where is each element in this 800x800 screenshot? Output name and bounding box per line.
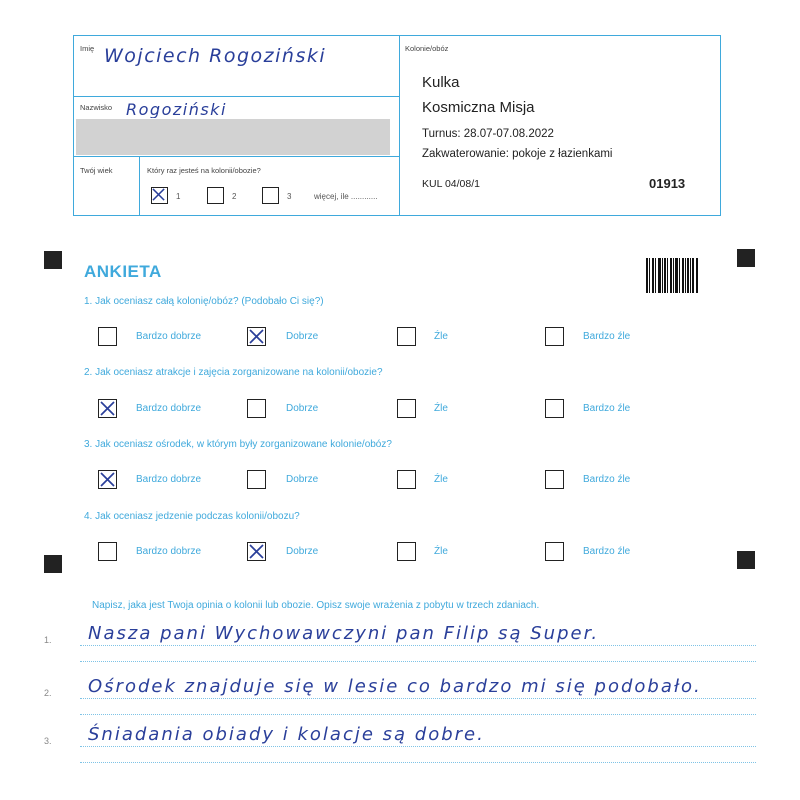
barcode [646, 258, 698, 293]
rating-checkbox[interactable] [397, 327, 416, 346]
rating-option-label: Bardzo dobrze [136, 331, 202, 342]
form-number: 01913 [649, 176, 686, 191]
last-name-field[interactable]: Rogoziński [126, 100, 227, 118]
opinion-answer[interactable]: Śniadania obiady i kolacje są dobre. [88, 724, 485, 745]
turnus: Turnus: 28.07-07.08.2022 [422, 128, 554, 140]
writing-guide-line [80, 698, 756, 699]
rating-option-label: Dobrze [286, 546, 319, 557]
registration-marker [44, 251, 62, 269]
check-x-icon [152, 188, 166, 202]
rating-option-label: Źle [434, 403, 448, 414]
rating-option-label: Dobrze [286, 403, 319, 414]
rating-option-label: Bardzo dobrze [136, 474, 202, 485]
question-text: 2. Jak oceniasz atrakcje i zajęcia zorganizowane na kolonii/obozie? [84, 367, 383, 378]
rating-option-label: Źle [434, 546, 448, 557]
camp-name: Kulka [422, 74, 460, 91]
registration-marker [44, 555, 62, 573]
registration-marker [737, 551, 755, 569]
times-option-2: 2 [232, 192, 237, 201]
rating-checkbox[interactable] [247, 542, 266, 561]
times-checkbox-3[interactable] [262, 187, 279, 204]
rating-option-label: Bardzo źle [583, 403, 631, 414]
check-x-icon [100, 472, 115, 487]
writing-guide-line [80, 661, 756, 662]
opinion-prompt: Napisz, jaka jest Twoja opinia o kolonii lub obozie. Opisz swoje wrażenia z pobytu w trzech zdaniach. [92, 600, 540, 611]
rating-checkbox[interactable] [247, 399, 266, 418]
check-x-icon [249, 329, 264, 344]
rating-checkbox[interactable] [397, 399, 416, 418]
times-more: więcej, ile ............ [314, 192, 378, 201]
writing-guide-line [80, 746, 756, 747]
check-x-icon [100, 401, 115, 416]
camp-label: Kolonie/obóz [405, 44, 449, 53]
times-option-3: 3 [287, 192, 292, 201]
rating-checkbox[interactable] [98, 470, 117, 489]
times-option-1: 1 [176, 192, 181, 201]
rating-checkbox[interactable] [397, 470, 416, 489]
camp-code: KUL 04/08/1 [422, 178, 480, 190]
registration-form [73, 35, 721, 216]
redacted-block [76, 119, 390, 155]
rating-option-label: Dobrze [286, 474, 319, 485]
rating-checkbox[interactable] [247, 470, 266, 489]
rating-option-label: Bardzo dobrze [136, 546, 202, 557]
rating-checkbox[interactable] [545, 399, 564, 418]
first-name-label: Imię [80, 44, 95, 53]
opinion-line-number: 1. [44, 635, 52, 645]
rating-checkbox[interactable] [98, 399, 117, 418]
writing-guide-line [80, 645, 756, 646]
form-divider [74, 156, 399, 157]
opinion-answer[interactable]: Nasza pani Wychowawczyni pan Filip są Super. [88, 623, 600, 644]
writing-guide-line [80, 714, 756, 715]
rating-option-label: Bardzo dobrze [136, 403, 202, 414]
camp-subtitle: Kosmiczna Misja [422, 99, 535, 116]
writing-guide-line [80, 762, 756, 763]
check-x-icon [249, 544, 264, 559]
rating-option-label: Bardzo źle [583, 474, 631, 485]
age-label: Twój wiek [80, 166, 113, 175]
rating-checkbox[interactable] [397, 542, 416, 561]
opinion-line-number: 2. [44, 688, 52, 698]
first-name-field[interactable]: Wojciech Rogoziński [104, 45, 327, 67]
rating-option-label: Bardzo źle [583, 331, 631, 342]
question-text: 1. Jak oceniasz całą kolonię/obóz? (Podobało Ci się?) [84, 296, 324, 307]
rating-option-label: Dobrze [286, 331, 319, 342]
opinion-line-number: 3. [44, 736, 52, 746]
survey-title: ANKIETA [84, 262, 162, 281]
question-text: 4. Jak oceniasz jedzenie podczas kolonii/obozu? [84, 511, 300, 522]
rating-checkbox[interactable] [545, 327, 564, 346]
rating-checkbox[interactable] [98, 327, 117, 346]
times-label: Który raz jesteś na kolonii/obozie? [147, 166, 261, 175]
rating-checkbox[interactable] [247, 327, 266, 346]
opinion-answer[interactable]: Ośrodek znajduje się w lesie co bardzo mi się podobało. [88, 676, 702, 697]
last-name-label: Nazwisko [80, 103, 113, 112]
rating-checkbox[interactable] [545, 470, 564, 489]
rating-option-label: Źle [434, 474, 448, 485]
registration-marker [737, 249, 755, 267]
question-text: 3. Jak oceniasz ośrodek, w którym były zorganizowane kolonie/obóz? [84, 439, 392, 450]
times-checkbox-2[interactable] [207, 187, 224, 204]
rating-checkbox[interactable] [98, 542, 117, 561]
form-divider [74, 96, 399, 97]
form-divider [399, 36, 400, 215]
rating-option-label: Bardzo źle [583, 546, 631, 557]
accommodation: Zakwaterowanie: pokoje z łazienkami [422, 148, 613, 160]
rating-checkbox[interactable] [545, 542, 564, 561]
form-divider [139, 156, 140, 215]
rating-option-label: Źle [434, 331, 448, 342]
times-checkbox-1[interactable] [151, 187, 168, 204]
